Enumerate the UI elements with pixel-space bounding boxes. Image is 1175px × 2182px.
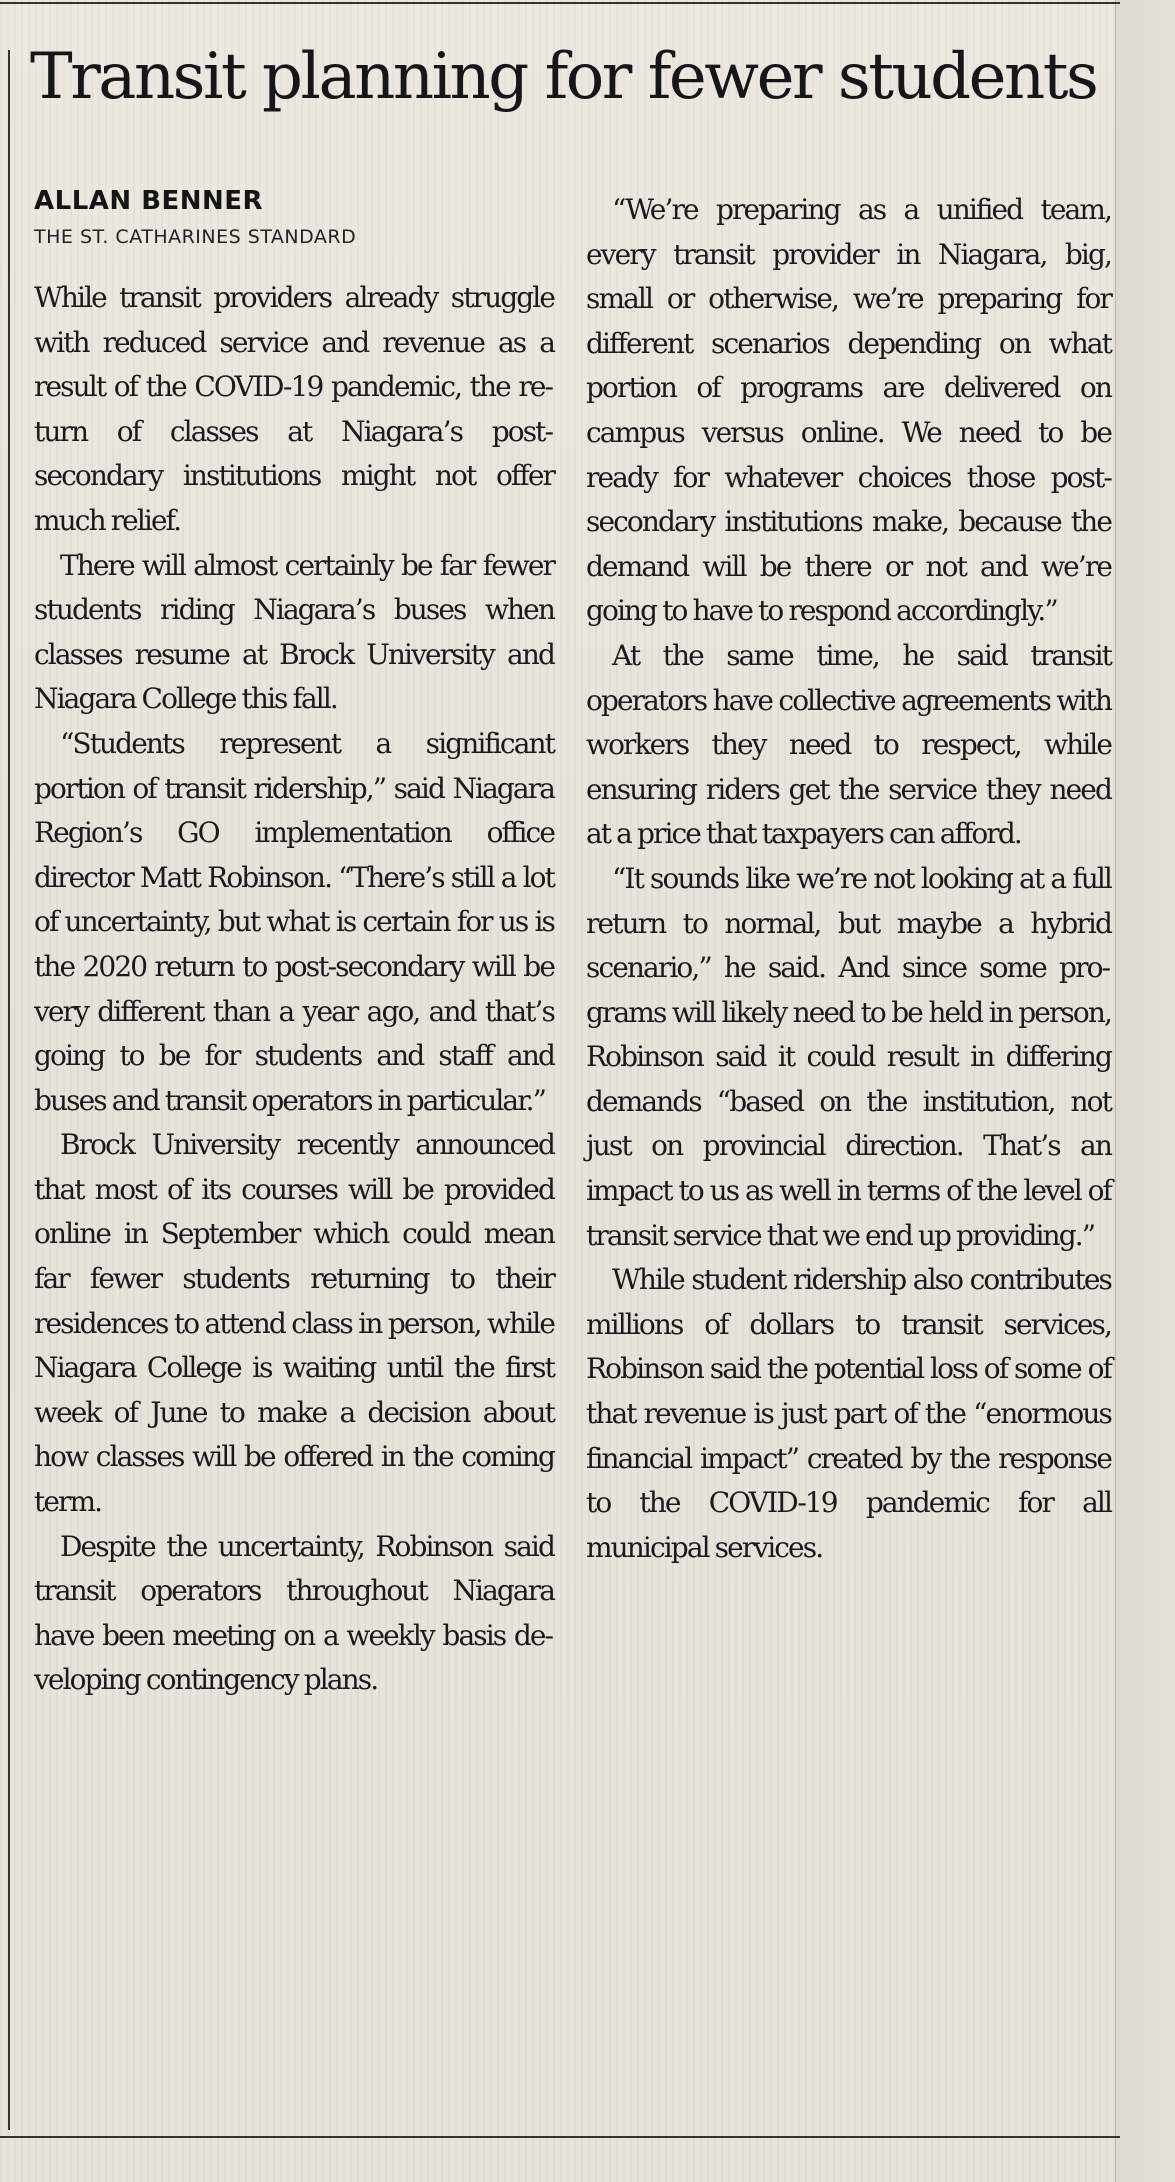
paragraph: While transit providers already struggle with reduced service and revenue as a result of the COVID-19 pandemic, the return of classes at Niagara’s postsecondary institutions might not offer much relief.	[34, 281, 554, 537]
top-rule	[0, 2, 1120, 4]
headline: Transit planning for fewer students	[30, 40, 1097, 114]
article-column-right	[586, 188, 1111, 1570]
left-column-rule	[8, 50, 10, 2130]
byline: ALLAN BENNER	[34, 186, 264, 216]
paragraph: “We’re preparing as a unified team, every transit provider in Niagara, big, small or otherwise, we’re preparing for different scenarios depending on what portion of programs are delivered on campus versus online. We need to be ready for whatever choices those post-secondary institutions make, because the demand will be there or not and we’re going to have to respond accordingly.”	[586, 193, 1111, 628]
paragraph: Brock University recently announced that most of its courses will be provided online in September which could mean far fewer students returning to their residences to attend class in person, while Niagara College is waiting until the first week of June to make a decision about how classes will be offered in the coming term.	[34, 1128, 554, 1519]
publication-credit: THE ST. CATHARINES STANDARD	[34, 226, 357, 248]
paragraph: Despite the uncertainty, Robinson said transit operators throughout Niagara have been meeting on a weekly basis developing contingency plans.	[34, 1529, 554, 1697]
paragraph: While student ridership also contributes millions of dollars to transit services, Robinson said the potential loss of some of that revenue is just part of the “enormous financial impact” created by the response to the COVID-19 pandemic for all municipal services.	[586, 1263, 1111, 1564]
paragraph: “Students represent a significant portion of transit ridership,” said Niagara Region’s GO implementation office director Matt Robinson. “There’s still a lot of uncertainty, but what is certain for us is the 2020 return to post-secondary will be very different than a year ago, and that’s going to be for students and staff and buses and transit operators in particular.”	[34, 726, 554, 1117]
article-column-left	[34, 276, 554, 1703]
paragraph: There will almost certainly be far fewer students riding Niagara’s buses when classes resume at Brock University and Niagara College this fall.	[34, 548, 554, 716]
bottom-rule	[0, 2136, 1120, 2138]
paragraph: “It sounds like we’re not looking at a full return to normal, but maybe a hybrid scenario,” he said. And since some programs will likely need to be held in person, Robinson said it could result in differing demands “based on the institution, not just on provincial direction. That’s an impact to us as well in terms of the level of transit service that we end up providing.”	[586, 861, 1111, 1252]
paragraph: At the same time, he said transit operators have collective agreements with workers they need to respect, while ensuring riders get the service they need at a price that taxpayers can afford.	[586, 638, 1111, 851]
adjacent-article-edge	[1115, 0, 1175, 2182]
